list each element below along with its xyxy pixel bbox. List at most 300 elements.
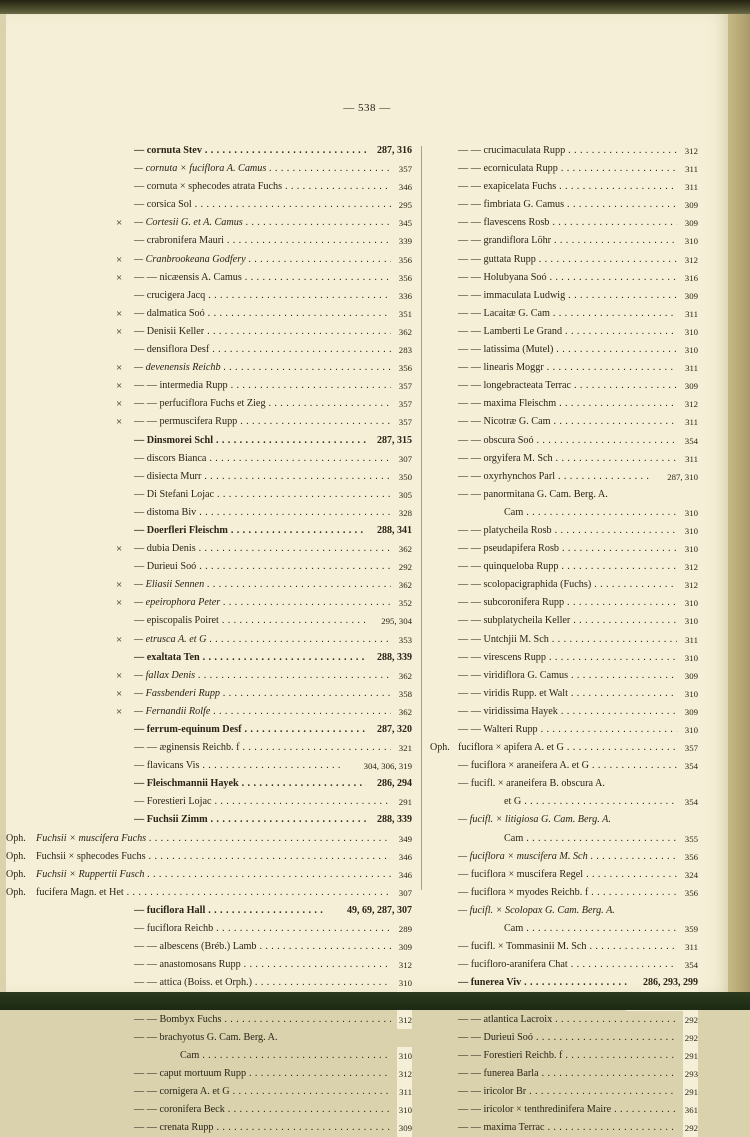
index-entry — [116, 685, 412, 703]
index-entry — [430, 142, 698, 160]
entry-pages: 346 — [397, 178, 412, 196]
entry-pages: 351 — [397, 305, 412, 323]
index-entry — [134, 432, 412, 450]
entry-pages: 283 — [397, 341, 412, 359]
index-entry — [430, 251, 698, 269]
entry-pages: 357 — [397, 413, 412, 431]
entry-pages: 356 — [397, 269, 412, 287]
index-entry — [430, 811, 698, 829]
entry-name: — — Nicotræ G. Cam . . . — [458, 413, 677, 431]
entry-name: — — nicæensis A. Camus . . . — [134, 269, 391, 287]
entry-pages: 295 — [397, 196, 412, 214]
entry-name: — — intermedia Rupp . . . — [134, 377, 391, 395]
index-entry — [116, 667, 412, 685]
entry-name: — — scolopacigraphida (Fuchs) . . . — [458, 576, 677, 594]
index-entry — [430, 540, 698, 558]
entry-pages: 310 — [683, 649, 698, 667]
index-entry — [430, 395, 698, 413]
entry-pages: 311 — [683, 450, 698, 468]
entry-pages: 354 — [683, 432, 698, 450]
index-entry — [430, 522, 698, 540]
entry-name: — — immaculata Ludwig . . . — [458, 287, 677, 305]
entry-pages: 321 — [397, 739, 412, 757]
index-entry — [430, 757, 698, 775]
index-entry — [430, 377, 698, 395]
entry-name: — — coronifera Beck . . . — [134, 1101, 391, 1119]
entry-name: — Denisii Keller . . . — [134, 323, 391, 341]
index-entry — [116, 323, 412, 341]
entry-name: — — Forestieri Reichb. f . . . — [458, 1047, 677, 1065]
entry-name: — — iricolor × tenthredinifera Maire . . . — [458, 1101, 677, 1119]
left-index-column — [6, 142, 412, 1137]
index-entry — [134, 1101, 412, 1119]
entry-pages: 310 — [683, 685, 698, 703]
entry-name: — — subplatycheila Keller . . . — [458, 612, 677, 630]
entry-name: — — attica (Boiss. et Orph.) . . . — [134, 974, 391, 992]
index-entry — [430, 468, 698, 486]
entry-pages: 288, 339 — [375, 649, 412, 667]
entry-pages: 309 — [397, 938, 412, 956]
index-entry — [116, 269, 412, 287]
index-entry — [134, 956, 412, 974]
entry-pages: 339 — [397, 232, 412, 250]
entry-name: — — virescens Rupp . . . — [458, 649, 677, 667]
index-entry — [134, 920, 412, 938]
index-entry — [134, 450, 412, 468]
entry-prefix: × — [116, 362, 123, 375]
index-entry — [134, 1011, 412, 1029]
entry-pages: 362 — [397, 540, 412, 558]
entry-name: — fuciflora × araneifera A. et G . . . — [458, 757, 677, 775]
entry-prefix: × — [116, 271, 123, 284]
entry-prefix: × — [116, 579, 123, 592]
index-entry — [430, 450, 698, 468]
entry-pages: 310 — [397, 1047, 412, 1065]
index-entry — [430, 432, 698, 450]
index-entry — [116, 540, 412, 558]
entry-name: — Di Stefani Lojac . . . — [134, 486, 391, 504]
index-entry — [134, 341, 412, 359]
index-entry — [430, 685, 698, 703]
index-entry — [6, 866, 412, 884]
entry-pages: 311 — [683, 631, 698, 649]
entry-pages: 288, 339 — [375, 811, 412, 829]
index-entry — [430, 974, 698, 992]
entry-name: — — viridis Rupp. et Walt . . . — [458, 685, 677, 703]
index-entry — [134, 974, 412, 992]
index-entry — [6, 830, 412, 848]
entry-name: — fucifl. × araneifera B. obscura A. — [458, 778, 605, 790]
index-entry — [430, 667, 698, 685]
index-entry — [430, 956, 698, 974]
index-entry — [6, 848, 412, 866]
entry-name: — — obscura Soó . . . — [458, 432, 677, 450]
entry-pages: 309 — [683, 196, 698, 214]
entry-name: — fucifl. × Tommasinii M. Sch . . . — [458, 938, 677, 956]
entry-name: — Durieui Soó . . . — [134, 558, 391, 576]
index-entry — [134, 196, 412, 214]
entry-prefix: Oph. — [6, 886, 26, 898]
entry-name: — — iricolor Br . . . — [458, 1083, 677, 1101]
index-entry — [430, 232, 698, 250]
entry-name: — — viridissima Hayek . . . — [458, 703, 677, 721]
top-border — [0, 0, 750, 14]
index-entry — [134, 486, 412, 504]
index-entry — [134, 468, 412, 486]
entry-name: — Fuchsii Zimm . . . — [134, 811, 366, 829]
index-entry — [430, 649, 698, 667]
index-entry — [116, 377, 412, 395]
entry-pages: 354 — [683, 793, 698, 811]
entry-pages: 310 — [683, 612, 698, 630]
entry-pages: 286, 294 — [375, 775, 412, 793]
entry-pages: 309 — [683, 214, 698, 232]
entry-pages: 310 — [397, 1101, 412, 1119]
entry-pages: 292 — [683, 1119, 698, 1137]
entry-pages: 356 — [397, 251, 412, 269]
entry-pages: 286, 293, 299 — [641, 974, 698, 992]
entry-prefix: Oph. — [6, 832, 26, 844]
entry-name: — — Durieui Soó . . . — [458, 1029, 677, 1047]
entry-pages: 309 — [683, 703, 698, 721]
index-entry — [134, 1119, 412, 1137]
index-entry — [430, 830, 698, 848]
entry-pages: 336 — [397, 287, 412, 305]
index-entry — [430, 920, 698, 938]
entry-pages: 349 — [397, 830, 412, 848]
index-entry — [430, 1119, 698, 1137]
entry-pages: 310 — [683, 232, 698, 250]
index-entry — [134, 811, 412, 829]
index-entry — [134, 1065, 412, 1083]
index-entry — [134, 504, 412, 522]
entry-pages: 357 — [397, 395, 412, 413]
entry-name: Cam . . . — [504, 830, 677, 848]
entry-prefix: × — [116, 217, 123, 230]
entry-name: — disiecta Murr . . . — [134, 468, 391, 486]
entry-pages: 312 — [397, 1011, 412, 1029]
entry-pages: 312 — [683, 576, 698, 594]
entry-name: — — subcoronifera Rupp . . . — [458, 594, 677, 612]
entry-prefix: × — [116, 705, 123, 718]
entry-name: — — brachyotus G. Cam. Berg. A. — [134, 1031, 278, 1043]
entry-pages: 355 — [683, 830, 698, 848]
entry-name: — — perfuciflora Fuchs et Zieg . . . — [134, 395, 391, 413]
entry-name: — fuciflora × muscifera M. Sch . . . — [458, 848, 677, 866]
index-entry — [430, 848, 698, 866]
entry-pages: 291 — [683, 1047, 698, 1065]
index-entry — [430, 1029, 698, 1047]
entry-pages: 309 — [683, 377, 698, 395]
entry-pages: 362 — [397, 576, 412, 594]
index-entry — [134, 938, 412, 956]
index-entry — [116, 214, 412, 232]
entry-name: — Fassbenderi Rupp . . . — [134, 685, 391, 703]
entry-pages: 354 — [683, 956, 698, 974]
entry-pages: 357 — [397, 160, 412, 178]
index-entry — [116, 703, 412, 721]
entry-prefix: × — [116, 398, 123, 411]
entry-pages: 292 — [683, 1011, 698, 1029]
index-entry — [430, 323, 698, 341]
entry-name: et G . . . — [504, 793, 677, 811]
entry-pages: 324 — [683, 866, 698, 884]
entry-name: Cam . . . — [504, 920, 677, 938]
index-entry — [116, 413, 412, 431]
entry-name: — — crucimaculata Rupp . . . — [458, 142, 677, 160]
entry-pages: 310 — [683, 721, 698, 739]
entry-pages: 328 — [397, 504, 412, 522]
index-entry — [430, 576, 698, 594]
entry-name: Fuchsii × Ruppertii Fusch . . . — [36, 866, 391, 884]
entry-pages: 305 — [397, 486, 412, 504]
entry-pages: 310 — [683, 522, 698, 540]
entry-name: fucifera Magn. et Het . . . — [36, 884, 391, 902]
entry-name: — — Bombyx Fuchs . . . — [134, 1011, 391, 1029]
entry-name: — epeirophora Peter . . . — [134, 594, 391, 612]
entry-name: — dalmatica Soó . . . — [134, 305, 391, 323]
entry-pages: 307 — [397, 884, 412, 902]
index-entry — [430, 739, 698, 757]
index-entry — [430, 269, 698, 287]
entry-name: — fallax Denis . . . — [134, 667, 391, 685]
entry-pages: 353 — [397, 631, 412, 649]
entry-pages: 357 — [683, 739, 698, 757]
entry-name: Fuchsii × muscifera Fuchs . . . — [36, 830, 391, 848]
entry-name: — — caput mortuum Rupp . . . — [134, 1065, 391, 1083]
entry-pages: 362 — [397, 667, 412, 685]
entry-name: — — ecorniculata Rupp . . . — [458, 160, 677, 178]
index-entry — [134, 160, 412, 178]
entry-pages: 346 — [397, 866, 412, 884]
index-entry — [430, 1065, 698, 1083]
entry-pages: 310 — [683, 323, 698, 341]
entry-name: — Dinsmorei Schl . . . — [134, 432, 366, 450]
entry-pages: 346 — [397, 848, 412, 866]
index-entry — [134, 232, 412, 250]
entry-name: — devenensis Reichb . . . — [134, 359, 391, 377]
entry-name: — episcopalis Poiret . . . — [134, 612, 366, 630]
entry-name: — — permuscifera Rupp . . . — [134, 413, 391, 431]
entry-name: — — atlantica Lacroix . . . — [458, 1011, 677, 1029]
entry-pages: 311 — [683, 160, 698, 178]
entry-pages: 289 — [397, 920, 412, 938]
entry-prefix: × — [116, 325, 123, 338]
index-entry — [430, 196, 698, 214]
index-entry — [430, 884, 698, 902]
entry-pages: 292 — [397, 558, 412, 576]
entry-name: — cornuta × sphecodes atrata Fuchs . . . — [134, 178, 391, 196]
index-entry — [116, 251, 412, 269]
index-entry — [430, 558, 698, 576]
entry-prefix: × — [116, 633, 123, 646]
entry-name: — crucigera Jacq . . . — [134, 287, 391, 305]
index-entry — [134, 757, 412, 775]
index-entry — [430, 902, 698, 920]
index-entry — [430, 341, 698, 359]
index-entry — [134, 558, 412, 576]
entry-name: — — longebracteata Terrac . . . — [458, 377, 677, 395]
index-entry — [430, 775, 698, 793]
entry-pages: 362 — [397, 323, 412, 341]
entry-name: — — anastomosans Rupp . . . — [134, 956, 391, 974]
entry-name: — Forestieri Lojac . . . — [134, 793, 391, 811]
index-entry — [430, 721, 698, 739]
entry-pages: 293 — [683, 1065, 698, 1083]
index-entry — [134, 739, 412, 757]
index-entry — [116, 359, 412, 377]
entry-pages: 49, 69, 287, 307 — [345, 902, 412, 920]
entry-name: — Cranbrookeana Godfery . . . — [134, 251, 391, 269]
entry-name: — — pseudapifera Rosb . . . — [458, 540, 677, 558]
entry-name: — fucifl. × litigiosa G. Cam. Berg. A. — [458, 814, 611, 826]
entry-pages: 310 — [683, 540, 698, 558]
entry-pages: 311 — [397, 1083, 412, 1101]
index-entry — [430, 938, 698, 956]
index-entry — [430, 1083, 698, 1101]
index-entry — [134, 1083, 412, 1101]
entry-name: — fuciflora Reichb . . . — [134, 920, 391, 938]
index-entry — [430, 486, 698, 504]
entry-name: — — Lacaitæ G. Cam . . . — [458, 305, 677, 323]
entry-pages: 312 — [397, 1065, 412, 1083]
index-entry — [134, 649, 412, 667]
entry-name: — — maxima Fleischm . . . — [458, 395, 677, 413]
entry-name: — — oxyrhynchos Parl . . . — [458, 468, 652, 486]
index-entry — [430, 866, 698, 884]
entry-pages: 359 — [683, 920, 698, 938]
column-divider — [421, 146, 422, 890]
entry-name: — crabronifera Mauri . . . — [134, 232, 391, 250]
entry-name: — — platycheila Rosb . . . — [458, 522, 677, 540]
index-entry — [430, 703, 698, 721]
entry-pages: 311 — [683, 178, 698, 196]
entry-pages: 307 — [397, 450, 412, 468]
page-number: — 538 — — [343, 102, 391, 114]
entry-pages: 287, 316 — [375, 142, 412, 160]
entry-pages: 310 — [683, 504, 698, 522]
index-entry — [116, 395, 412, 413]
index-entry — [134, 721, 412, 739]
entry-name: — fuciflora Hall . . . — [134, 902, 326, 920]
entry-pages: 312 — [683, 251, 698, 269]
entry-name: — fuciflora × myodes Reichb. f . . . — [458, 884, 677, 902]
entry-pages: 309 — [683, 667, 698, 685]
entry-name: — — exapicelata Fuchs . . . — [458, 178, 677, 196]
entry-name: — Fleischmannii Hayek . . . — [134, 775, 366, 793]
entry-pages: 311 — [683, 305, 698, 323]
entry-name: — cornuta × fuciflora A. Camus . . . — [134, 160, 391, 178]
index-entry — [116, 631, 412, 649]
entry-pages: 310 — [683, 341, 698, 359]
entry-name: — discors Bianca . . . — [134, 450, 391, 468]
entry-pages: 312 — [683, 558, 698, 576]
entry-pages: 295, 304 — [379, 612, 412, 630]
entry-pages: 292 — [683, 1029, 698, 1047]
index-entry — [116, 594, 412, 612]
entry-name: — — Holubyana Soó . . . — [458, 269, 677, 287]
index-entry — [134, 612, 412, 630]
entry-name: — Cortesii G. et A. Camus . . . — [134, 214, 391, 232]
entry-name: — ferrum-equinum Desf . . . — [134, 721, 366, 739]
entry-name: fuciflora × apifera A. et G . . . — [458, 739, 677, 757]
entry-pages: 311 — [683, 938, 698, 956]
entry-name: — — flavescens Rosb . . . — [458, 214, 677, 232]
entry-name: — — æginensis Reichb. f . . . — [134, 739, 391, 757]
entry-pages: 309 — [397, 1119, 412, 1137]
entry-pages: 287, 315 — [375, 432, 412, 450]
index-entry — [134, 793, 412, 811]
index-entry — [430, 631, 698, 649]
book-spine-edge — [728, 14, 750, 992]
index-entry — [430, 1101, 698, 1119]
entry-pages: 309 — [683, 287, 698, 305]
index-entry — [430, 793, 698, 811]
entry-pages: 352 — [397, 594, 412, 612]
index-entry — [134, 178, 412, 196]
entry-pages: 357 — [397, 377, 412, 395]
entry-name: — — albescens (Bréb.) Lamb . . . — [134, 938, 391, 956]
entry-pages: 316 — [683, 269, 698, 287]
entry-name: — — cornigera A. et G . . . — [134, 1083, 391, 1101]
entry-pages: 310 — [683, 594, 698, 612]
entry-name: — densiflora Desf . . . — [134, 341, 391, 359]
entry-name: — — Walteri Rupp . . . — [458, 721, 677, 739]
index-entry — [430, 305, 698, 323]
entry-name: — — Untchjii M. Sch . . . — [458, 631, 677, 649]
entry-prefix: Oph. — [430, 742, 450, 754]
entry-pages: 312 — [683, 395, 698, 413]
index-entry — [134, 522, 412, 540]
index-entry — [430, 1047, 698, 1065]
index-entry — [430, 160, 698, 178]
index-entry — [134, 775, 412, 793]
entry-pages: 304, 306, 319 — [362, 757, 412, 775]
entry-name: — — crenata Rupp . . . — [134, 1119, 391, 1137]
entry-pages: 312 — [683, 142, 698, 160]
entry-name: — distoma Biv . . . — [134, 504, 391, 522]
entry-pages: 350 — [397, 468, 412, 486]
entry-name: — cornuta Stev . . . — [134, 142, 366, 160]
entry-pages: 287, 310 — [665, 468, 698, 486]
entry-pages: 287, 320 — [375, 721, 412, 739]
entry-pages: 354 — [683, 757, 698, 775]
entry-prefix: Oph. — [6, 868, 26, 880]
entry-name: — — panormitana G. Cam. Berg. A. — [458, 488, 608, 500]
entry-name: — exaltata Ten . . . — [134, 649, 366, 667]
entry-name: — — Lamberti Le Grand . . . — [458, 323, 677, 341]
entry-name: — — maxima Terrac . . . — [458, 1119, 677, 1137]
entry-pages: 356 — [683, 884, 698, 902]
index-entry — [134, 1029, 412, 1047]
entry-pages: 358 — [397, 685, 412, 703]
index-entry — [430, 214, 698, 232]
entry-prefix: × — [116, 380, 123, 393]
index-entry — [116, 576, 412, 594]
entry-prefix: × — [116, 307, 123, 320]
index-entry — [134, 902, 412, 920]
index-entry — [430, 359, 698, 377]
index-entry — [430, 612, 698, 630]
entry-prefix: × — [116, 669, 123, 682]
index-entry — [134, 142, 412, 160]
entry-name: — — latissima (Mutel) . . . — [458, 341, 677, 359]
entry-pages: 291 — [683, 1083, 698, 1101]
entry-name: — — quinqueloba Rupp . . . — [458, 558, 677, 576]
entry-name: — funerea Viv . . . — [458, 974, 627, 992]
entry-pages: 362 — [397, 703, 412, 721]
entry-name: Cam . . . — [504, 504, 677, 522]
